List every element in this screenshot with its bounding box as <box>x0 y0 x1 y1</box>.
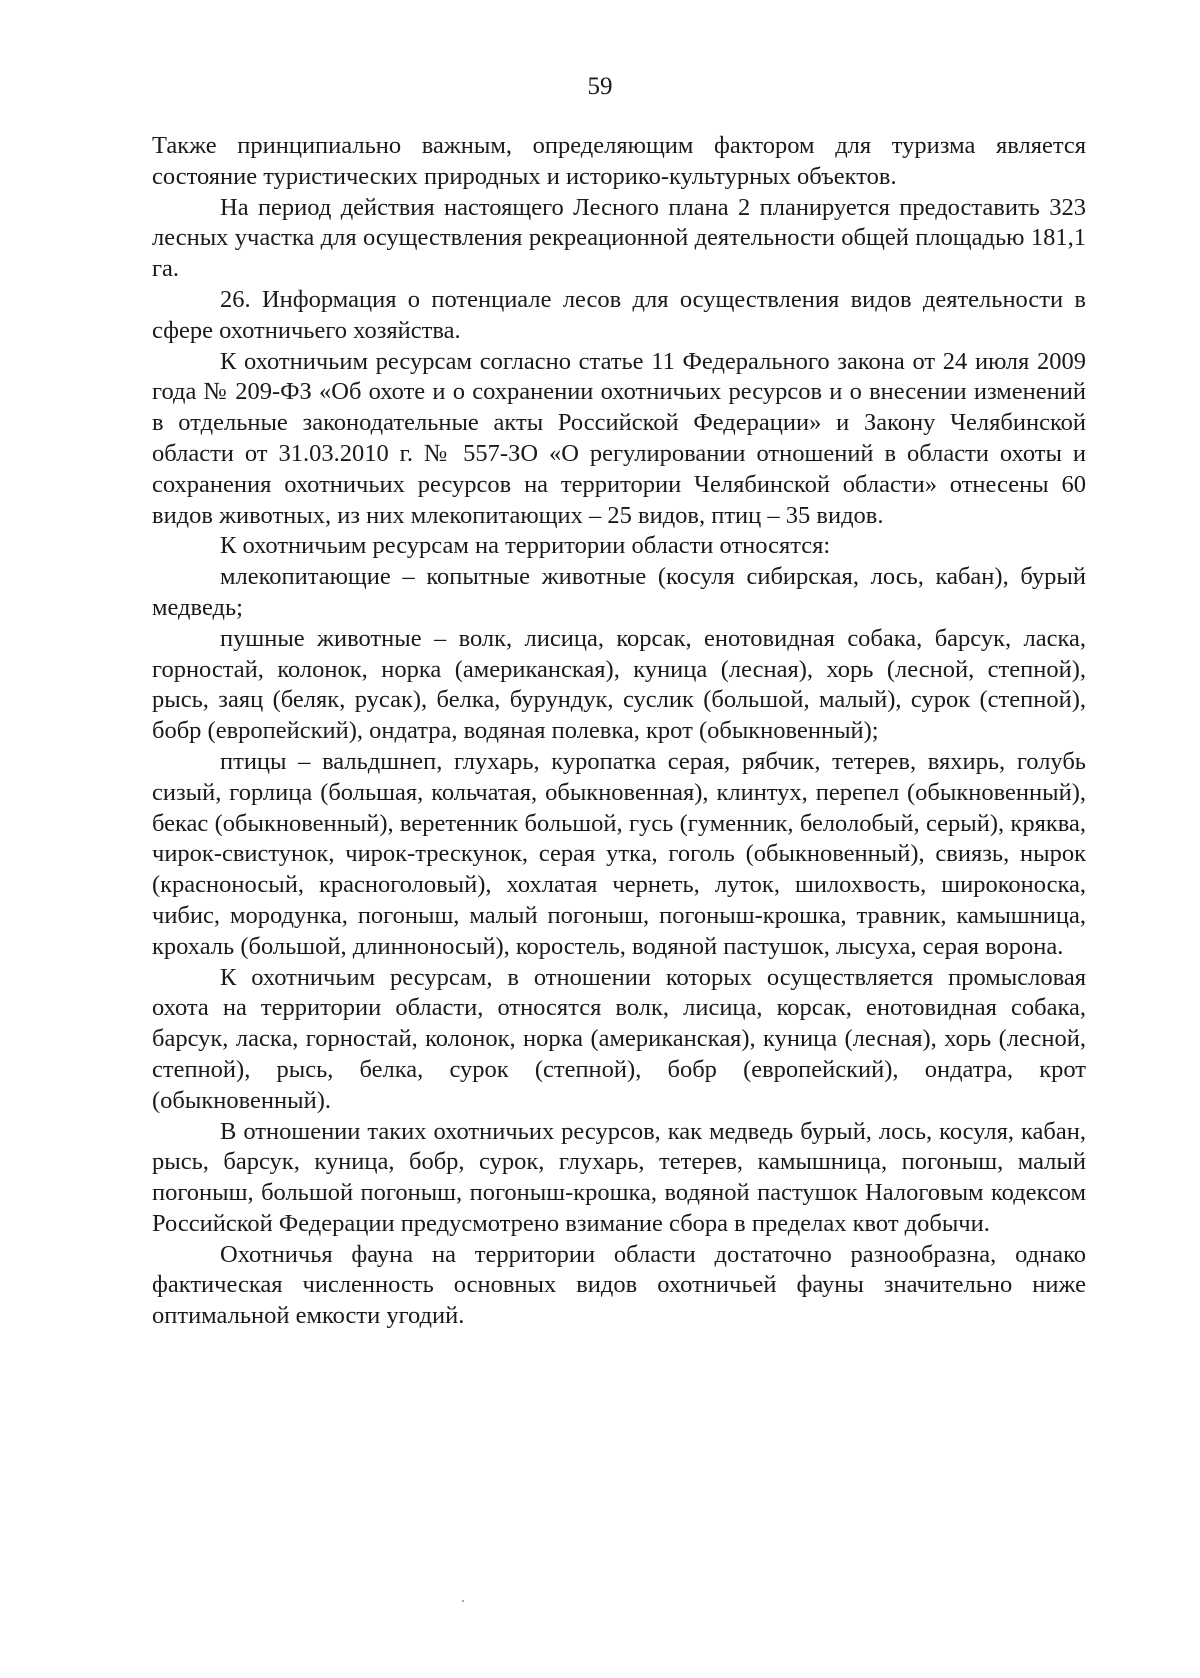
section-heading-26: 26. Информация о потенциале лесов для осуществления видов деятельности в сфере охотничьего хозяйства. <box>152 285 1086 344</box>
paragraph-quota-fees: В отношении таких охотничьих ресурсов, как медведь бурый, лось, косуля, кабан, рысь, барсук, куница, бобр, сурок, глухарь, тетерев, камышница, погоныш, малый погоныш, большой погоныш, погоныш-крошка, водяной пастушок Налоговым кодексом Российской Федерации предусмотрено взимание сбора в пределах квот добычи. <box>152 1117 1086 1237</box>
paragraph-tourism-factor: Также принципиально важным, определяющим фактором для туризма является состояние туристических природных и историко-культурных объектов. <box>152 132 1086 190</box>
page-number: 59 <box>587 73 613 100</box>
document-body <box>152 131 1086 1332</box>
paragraph-resources-intro: К охотничьим ресурсам на территории области относятся: <box>220 532 831 560</box>
paragraph-birds: птицы – вальдшнеп, глухарь, куропатка серая, рябчик, тетерев, вяхирь, голубь сизый, горлица (большая, кольчатая, обыкновенная), клинтух, перепел (обыкновенный), бекас (обыкновенный), веретенник большой, гусь (гуменник, белолобый, серый), кряква, чирок-свистунок, чирок-трескунок, серая утка, гоголь (обыкновенный), свиязь, нырок (красноносый, красноголовый), хохлатая чернеть, луток, шилохвость, широконоска, чибис, мородунка, погоныш, малый погоныш, погоныш-крошка, травник, камышница, крохаль (большой, длинноносый), коростель, водяной пастушок, лысуха, серая ворона. <box>152 747 1086 960</box>
paragraph-recreation-plots: На период действия настоящего Лесного плана 2 планируется предоставить 323 лесных участка для осуществления рекреационной деятельности общей площадью 181,1 га. <box>152 193 1086 283</box>
paragraph-legal-basis: К охотничьим ресурсам согласно статье 11 Федерального закона от 24 июля 2009 года № 209-ФЗ «Об охоте и о сохранении охотничьих ресурсов и о внесении изменений в отдельные законодательные акты Российской Федерации» и Закону Челябинской области от 31.03.2010 г. № 557-ЗО «О регулировании отношений в области охоты и сохранения охотничьих ресурсов на территории Челябинской области» отнесены 60 видов животных, из них млекопитающих – 25 видов, птиц – 35 видов. <box>152 347 1086 529</box>
scan-speck <box>462 1600 464 1602</box>
paragraph-fur-animals: пушные животные – волк, лисица, корсак, енотовидная собака, барсук, ласка, горностай, колонок, норка (американская), куница (лесная), хорь (лесной, степной), рысь, заяц (беляк, русак), белка, бурундук, суслик (большой, малый), сурок (степной), бобр (европейский), ондатра, водяная полевка, крот (обыкновенный); <box>152 624 1086 745</box>
paragraph-mammals: млекопитающие – копытные животные (косуля сибирская, лось, кабан), бурый медведь; <box>152 563 1086 621</box>
paragraph-commercial-hunting: К охотничьим ресурсам, в отношении которых осуществляется промысловая охота на территории области, относятся волк, лисица, корсак, енотовидная собака, барсук, ласка, горностай, колонок, норка (американская), куница (лесная), хорь (лесной, степной), рысь, белка, сурок (степной), бобр (европейский), ондатра, крот (обыкновенный). <box>152 963 1086 1114</box>
paragraph-fauna-conclusion: Охотничья фауна на территории области достаточно разнообразна, однако фактическая численность основных видов охотничьей фауны значительно ниже оптимальной емкости угодий. <box>152 1240 1086 1330</box>
